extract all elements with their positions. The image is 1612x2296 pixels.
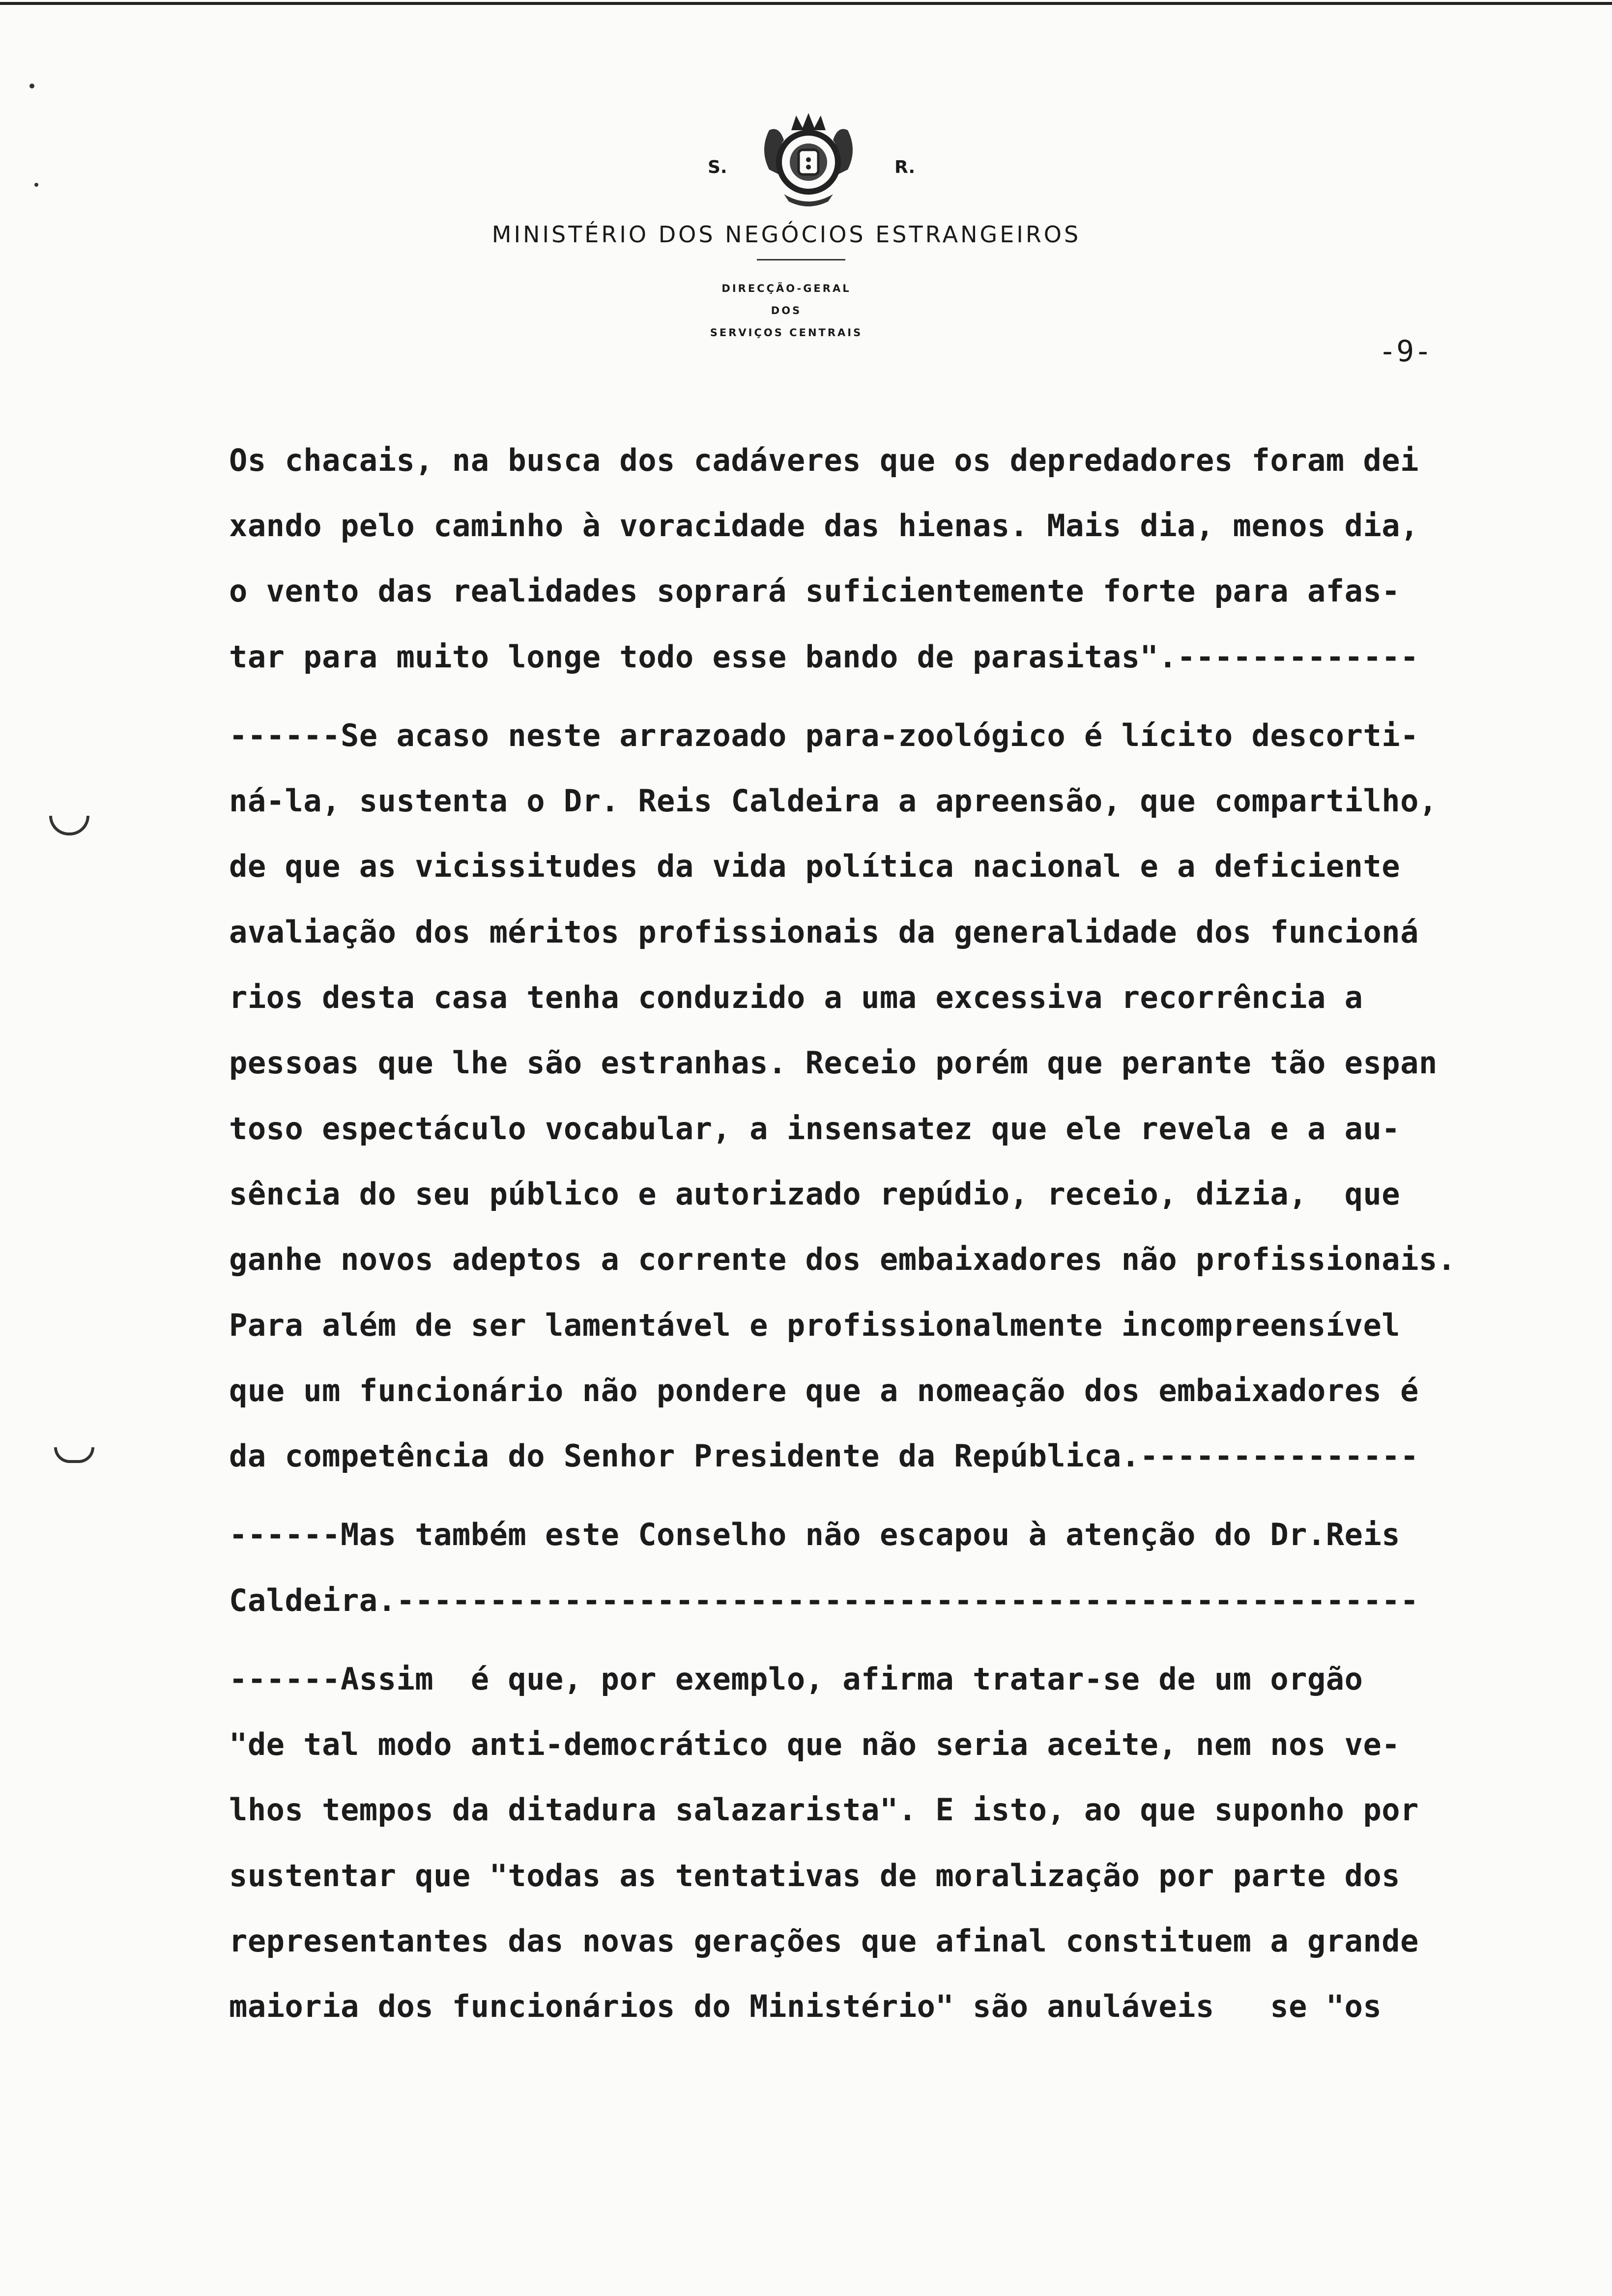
punch-hole-mark — [54, 1447, 94, 1463]
text-line: "de tal modo anti-democrático que não seria aceite, nem nos ve- — [229, 1726, 1401, 1762]
coat-of-arms-seal-icon — [749, 111, 867, 209]
text-line: ná-la, sustenta o Dr. Reis Caldeira a apreensão, que compartilho, — [229, 783, 1438, 819]
ministry-name — [0, 221, 1612, 248]
text-line: que um funcionário não pondere que a nomeação dos embaixadores é — [229, 1373, 1419, 1408]
ministry-name-text: MINISTÉRIO DOS NEGÓCIOS ESTRANGEIROS — [491, 221, 1081, 248]
text-line: avaliação dos méritos profissionais da generalidade dos funcioná — [229, 914, 1419, 950]
text-line: ------Assim é que, por exemplo, afirma tratar-se de um orgão — [229, 1661, 1363, 1697]
seal-right-letter: R. — [894, 157, 916, 177]
text-line: sência do seu público e autorizado repúdio, receio, dizia, que — [229, 1176, 1401, 1212]
text-line: xando pelo caminho à voracidade das hienas. Mais dia, menos dia, — [229, 508, 1419, 544]
dept-line-3 — [0, 327, 1612, 339]
text-line: lhos tempos da ditadura salazarista". E isto, ao que suponho por — [229, 1792, 1419, 1828]
top-edge-rule — [0, 2, 1612, 5]
text-line: ganhe novos adeptos a corrente dos embaixadores não profissionais. — [229, 1241, 1456, 1277]
text-line: da competência do Senhor Presidente da República.--------------- — [229, 1438, 1419, 1474]
text-line: Caldeira.------------------------------------------------------- — [229, 1582, 1419, 1618]
text-line: representantes das novas gerações que afinal constituem a grande — [229, 1923, 1419, 1959]
text-line: tar para muito longe todo esse bando de parasitas".------------- — [229, 639, 1419, 675]
dept-line-2-text: DOS — [771, 305, 802, 316]
dept-line-2 — [0, 305, 1612, 316]
text-line: de que as vicissitudes da vida política nacional e a deficiente — [229, 848, 1401, 884]
text-line: ------Se acaso neste arrazoado para-zoológico é lícito descorti- — [229, 718, 1419, 753]
text-line: o vento das realidades soprará suficientemente forte para afas- — [229, 573, 1401, 609]
text-line: Os chacais, na busca dos cadáveres que os depredadores foram dei — [229, 442, 1419, 478]
dept-line-1-text: DIRECÇÃO-GERAL — [721, 283, 851, 294]
seal-left-letter: S. — [708, 157, 727, 177]
dept-line-3-text: SERVIÇOS CENTRAIS — [710, 327, 863, 339]
dept-line-1 — [0, 283, 1612, 294]
text-line: maioria dos funcionários do Ministério" são anuláveis se "os — [229, 1988, 1382, 2024]
page-number: -9- — [1379, 334, 1432, 369]
text-line: ------Mas também este Conselho não escapou à atenção do Dr.Reis — [229, 1517, 1401, 1552]
text-line: rios desta casa tenha conduzido a uma excessiva recorrência a — [229, 979, 1363, 1015]
text-line: toso espectáculo vocabular, a insensatez que ele revela e a au- — [229, 1111, 1401, 1147]
text-line: pessoas que lhe são estranhas. Receio porém que perante tão espan — [229, 1045, 1438, 1081]
seal-row — [703, 111, 919, 209]
margin-speck — [34, 183, 38, 187]
text-line: sustentar que "todas as tentativas de moralização por parte dos — [229, 1858, 1401, 1894]
text-line: Para além de ser lamentável e profissionalmente incompreensível — [229, 1307, 1401, 1343]
ministry-underline — [757, 259, 845, 260]
punch-hole-mark — [49, 816, 89, 835]
margin-speck — [29, 84, 34, 88]
